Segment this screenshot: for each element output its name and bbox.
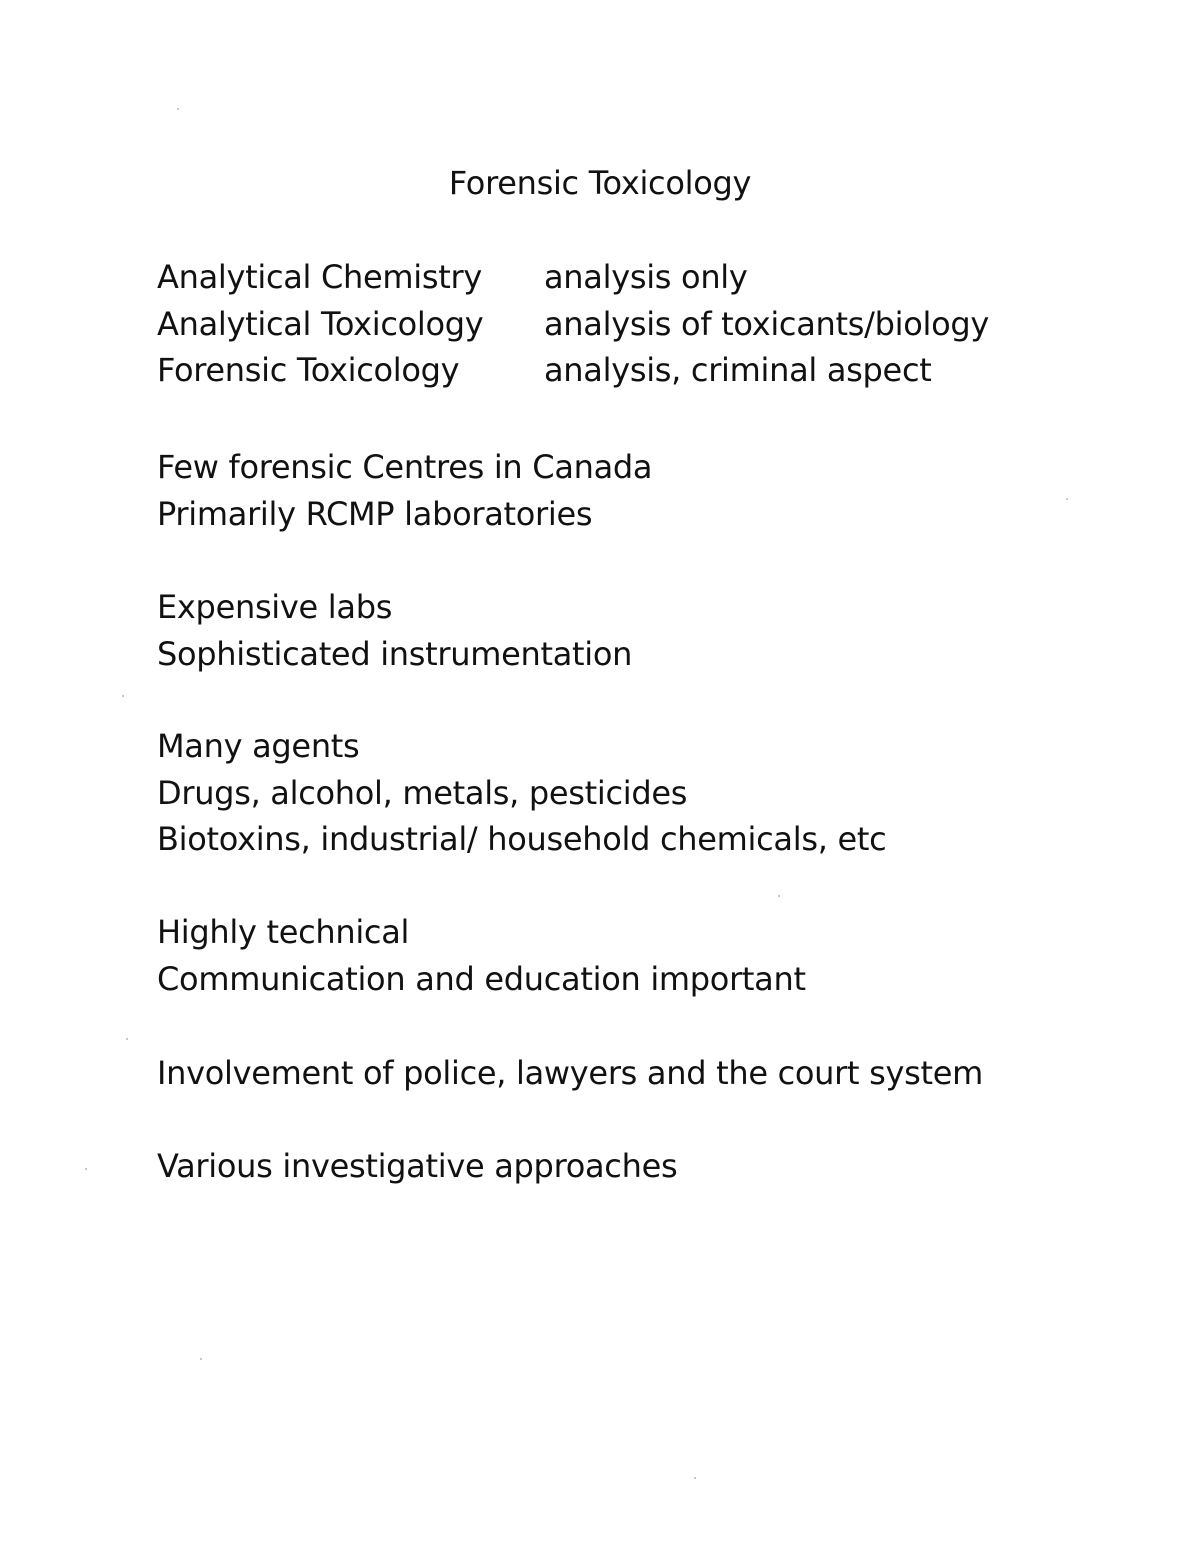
text-line: Various investigative approaches xyxy=(157,1147,678,1185)
technical-block xyxy=(157,909,1057,1002)
scan-speck xyxy=(122,695,124,697)
agents-block xyxy=(157,723,1057,863)
text-line: Expensive labs xyxy=(157,588,393,626)
definition-meaning: analysis only xyxy=(544,258,748,296)
text-line: Communication and education important xyxy=(157,959,806,998)
page-title: Forensic Toxicology xyxy=(448,164,752,202)
forensic-centres-block xyxy=(157,444,1057,537)
definition-row xyxy=(157,301,1037,348)
scan-speck xyxy=(778,895,780,897)
text-line: Sophisticated instrumentation xyxy=(157,634,633,673)
approaches-block xyxy=(157,1143,1057,1190)
text-line: Few forensic Centres in Canada xyxy=(157,448,653,486)
labs-block xyxy=(157,584,1057,677)
scan-speck xyxy=(1066,498,1068,500)
definition-term: Forensic Toxicology xyxy=(157,351,460,389)
definition-row xyxy=(157,254,1037,301)
involvement-block xyxy=(157,1050,1057,1097)
text-line: Highly technical xyxy=(157,913,410,951)
definition-meaning: analysis, criminal aspect xyxy=(544,351,932,389)
scan-speck xyxy=(694,1477,696,1479)
text-line: Many agents xyxy=(157,727,360,765)
text-line: Biotoxins, industrial/ household chemicals, etc xyxy=(157,820,887,858)
scan-speck xyxy=(126,1038,128,1040)
text-line: Primarily RCMP laboratories xyxy=(157,494,593,533)
scan-speck xyxy=(177,108,179,110)
scan-speck xyxy=(85,1168,87,1170)
definition-term: Analytical Chemistry xyxy=(157,258,483,296)
definitions-table xyxy=(157,254,1037,394)
text-line: Involvement of police, lawyers and the court system xyxy=(157,1054,983,1092)
definition-meaning: analysis of toxicants/biology xyxy=(544,304,990,343)
scan-speck xyxy=(200,1358,202,1360)
text-line: Drugs, alcohol, metals, pesticides xyxy=(157,773,688,812)
definition-row xyxy=(157,347,1037,394)
definition-term: Analytical Toxicology xyxy=(157,304,484,343)
